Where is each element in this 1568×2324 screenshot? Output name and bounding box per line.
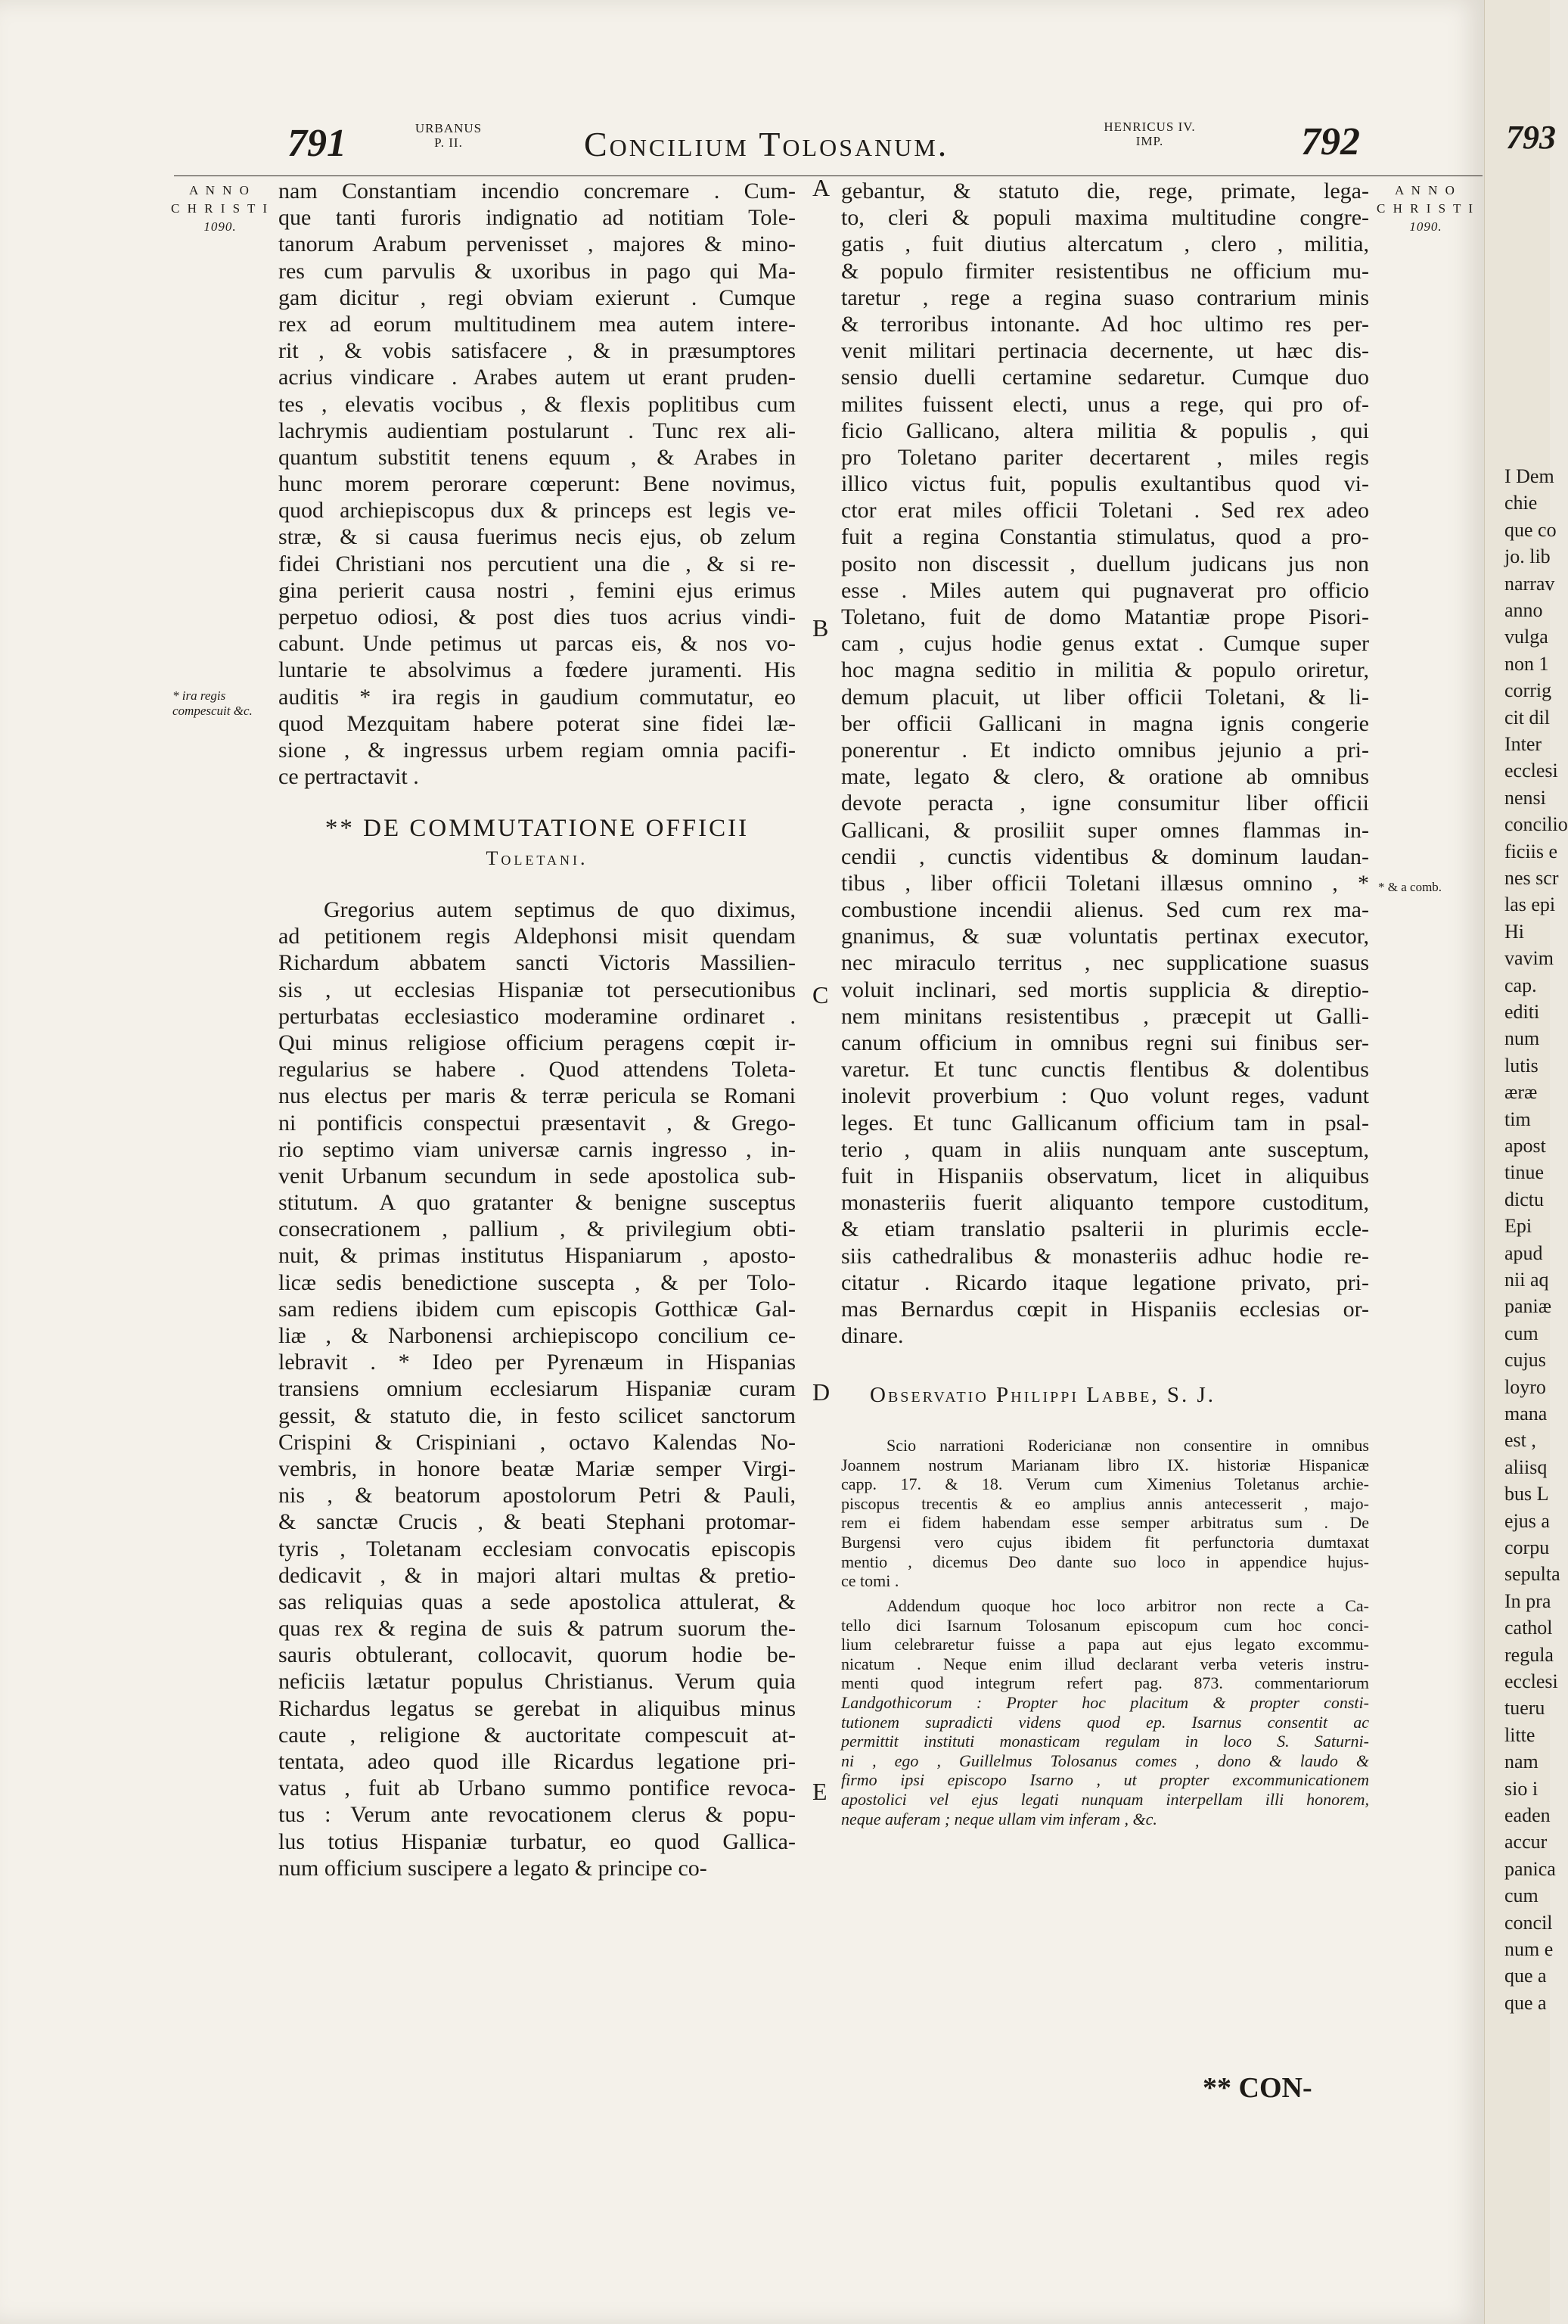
next-page-line: tim xyxy=(1504,1108,1531,1130)
next-page-line: num xyxy=(1504,1027,1540,1050)
text-line: perturbatas ecclesiastico moderamine ordinaret . xyxy=(278,1003,796,1029)
next-page-line: chie xyxy=(1504,492,1538,514)
text-line: nec miraculo territus , nec supplicatione suasus xyxy=(841,950,1369,976)
next-page-line: est , xyxy=(1504,1429,1536,1452)
running-head-emperor xyxy=(1089,120,1210,148)
next-page-line: vulga xyxy=(1504,626,1548,648)
text-line: gam dicitur , regi obviam exierunt . Cumque xyxy=(278,284,796,310)
text-line: ni pontificis conspectui præsentavit , & Grego- xyxy=(278,1110,796,1136)
year-label: 1090. xyxy=(203,219,237,234)
next-page-line: aliisq xyxy=(1504,1456,1548,1478)
text-line: combustione incendii alienus. Sed cum rex ma- xyxy=(841,897,1369,923)
text-line: hunc morem perorare cœperunt: Bene novimus, xyxy=(278,471,796,497)
text-line: esse . Miles autem qui pugnaverat pro officio xyxy=(841,577,1369,603)
next-page-line: paniæ xyxy=(1504,1295,1552,1318)
text-line: sensio duelli certamine sedaretur. Cumque duo xyxy=(841,365,1369,390)
next-page-line: sio i xyxy=(1504,1777,1539,1800)
text-line: Burgensi vero cujus ibidem fit perfunctoria dumtaxat xyxy=(841,1532,1369,1552)
next-page-line: cum xyxy=(1504,1884,1539,1907)
text-line: & populo firmiter resistentibus ne officium mu- xyxy=(841,258,1369,284)
next-page-line: nam xyxy=(1504,1751,1539,1773)
next-page-line: vavim xyxy=(1504,947,1554,970)
text-line: liæ , & Narbonensi archiepiscopo concilium ce- xyxy=(278,1323,796,1348)
section-letter-d: D xyxy=(812,1378,831,1406)
text-line: gebantur, & statuto die, rege, primate, lega- xyxy=(841,179,1369,204)
next-page-line: tinue xyxy=(1504,1161,1544,1184)
text-line: consecrationem , pallium , & privilegium obti- xyxy=(278,1216,796,1242)
text-line: siis cathedralibus & monasteriis adhuc hodie re- xyxy=(841,1243,1369,1269)
text-line: luntarie te absolvimus a fœdere juramenti. His xyxy=(278,657,796,683)
section-letter-c: C xyxy=(812,981,829,1008)
text-line: cam , cujus hodie genus extat . Cumque super xyxy=(841,631,1369,657)
text-line: quod archiepiscopus dux & princeps est legis ve- xyxy=(278,498,796,524)
text-line: quantum substitit tenens equum , & Arabes in xyxy=(278,444,796,470)
text-line: inolevit proverbium : Quo volunt reges, vadunt xyxy=(841,1083,1369,1109)
observation-note-2 xyxy=(841,1596,1369,1828)
text-line: & terroribus intonante. Ad hoc ultimo res per- xyxy=(841,311,1369,337)
text-line: dinare. xyxy=(841,1323,904,1349)
next-page-line: cit dil xyxy=(1504,706,1550,729)
next-page-line: sepulta xyxy=(1504,1563,1560,1586)
catchword: ** CON- xyxy=(1203,2072,1312,2104)
next-page-line: cap. xyxy=(1504,974,1537,996)
text-line: perpetuo odiosi, & post dies tuos acrius vindi- xyxy=(278,604,796,629)
text-line: Scio narrationi Rodericianæ non consentire in omnibus xyxy=(886,1436,1369,1455)
next-page-line: corpu xyxy=(1504,1536,1550,1558)
text-line: Crispini & Crispiniani , octavo Kalendas No- xyxy=(278,1429,796,1455)
text-line: Qui minus religiose officium peragens cœpit ir- xyxy=(278,1030,796,1055)
text-line: ce tomi . xyxy=(841,1571,899,1591)
text-line: lium celebraretur fuisse a papa aut ejus legato excommu- xyxy=(841,1635,1369,1654)
text-line: cabunt. Unde petimus ut parcas eis, & nos vo- xyxy=(278,631,796,657)
text-line: piscopus trecentis & eo amplius annis antecesserit , majo- xyxy=(841,1493,1369,1513)
text-line: ctor erat miles officii Toletani . Sed rex adeo xyxy=(841,498,1369,524)
christi-label-right: C H R I S T I xyxy=(1377,201,1476,216)
text-line: ponerentur . Et indicto omnibus jejunio a pri- xyxy=(841,737,1369,763)
text-line: milites fuissent electi, unus a rege, qui pro of- xyxy=(841,391,1369,417)
next-page-line: dictu xyxy=(1504,1188,1544,1210)
text-line: Gallicani, & prosiliit super omnes flammas in- xyxy=(841,817,1369,843)
text-line: capp. 17. & 18. Verum cum Ximenius Toletanus archie- xyxy=(841,1474,1369,1494)
text-line: vatus , fuit ab Urbano summo pontifice revoca- xyxy=(278,1776,796,1801)
next-page-line: concilio xyxy=(1504,813,1568,836)
next-page-line: narrav xyxy=(1504,572,1555,595)
text-line: rit , & vobis satisfacere , & in præsumptores xyxy=(278,338,796,364)
text-line: sis , ut ecclesias Hispaniæ tot persecutionibus xyxy=(278,977,796,1002)
next-page-line: las epi xyxy=(1504,893,1556,916)
next-page-line: editi xyxy=(1504,1001,1540,1023)
next-page-line: lutis xyxy=(1504,1054,1539,1077)
next-page-line: anno xyxy=(1504,599,1543,621)
text-line: fuit a regina Constantia stimulatus, quod a pro- xyxy=(841,524,1369,550)
section-heading xyxy=(278,813,796,874)
pope-name: URBANUS xyxy=(415,121,483,135)
text-line: Addendum quoque hoc loco arbitror non recte a Ca- xyxy=(886,1596,1369,1615)
text-line: & sanctæ Crucis , & beati Stephani protomar- xyxy=(278,1509,796,1535)
text-line: tentata, adeo quod ille Ricardus legatione pri- xyxy=(278,1749,796,1774)
next-page-line: que a xyxy=(1504,1965,1547,1987)
text-line: ad petitionem regis Aldephonsi misit quendam xyxy=(278,924,796,949)
text-line: nuit, & primas institutus Hispaniarum , aposto- xyxy=(278,1243,796,1269)
text-line: vembris, in honore beatæ Mariæ semper Virgi- xyxy=(278,1456,796,1481)
next-page-line: I Dem xyxy=(1504,465,1554,487)
text-line: nam Constantiam incendio concremare . Cum- xyxy=(278,179,796,204)
text-line: apostolici vel ejus legati nunquam interpellam illi honorem, xyxy=(841,1789,1369,1809)
text-line: & etiam translatio psalterii in plurimis eccle- xyxy=(841,1216,1369,1242)
next-page-line: jo. lib xyxy=(1504,545,1551,568)
text-line: auditis * ira regis in gaudium commutatur, eo xyxy=(278,684,796,710)
text-line: rio septimo viam universæ carnis ingresso , in- xyxy=(278,1136,796,1162)
text-line: permittit instituti monasticam regulam in loco S. Saturni- xyxy=(841,1732,1369,1751)
text-line: taretur , rege a regina suaso contrarium minis xyxy=(841,284,1369,310)
next-page-line: que co xyxy=(1504,518,1557,541)
text-line: lachrymis audientiam postularunt . Tunc rex ali- xyxy=(278,418,796,443)
text-line: Joannem nostrum Marianam libro IX. historiæ Hispanicæ xyxy=(841,1455,1369,1474)
next-page-line: non 1 xyxy=(1504,652,1549,675)
next-page-edge xyxy=(1484,0,1568,2324)
next-page-line: Epi xyxy=(1504,1215,1532,1238)
text-line: regularius se habere . Quod attendens Toleta- xyxy=(278,1057,796,1083)
text-line: nus electus per maris & terræ pericula se Romani xyxy=(278,1083,796,1109)
christi-label: C H R I S T I xyxy=(171,201,270,216)
text-line: lebravit . * Ideo per Pyrenæum in Hispanias xyxy=(278,1350,796,1375)
text-line: sas reliquias quas a sede apostolica attulerat, & xyxy=(278,1589,796,1614)
year-margin-left xyxy=(171,182,269,236)
margin-note-right: * & a comb. xyxy=(1378,880,1442,894)
next-page-line: apud xyxy=(1504,1241,1543,1264)
emperor-title: IMP. xyxy=(1135,134,1164,148)
text-line: fidei Christiani nos percutient una die , & si re- xyxy=(278,551,796,576)
year-label-right: 1090. xyxy=(1409,219,1442,234)
next-page-line: ecclesi xyxy=(1504,760,1558,782)
text-line: stitutum. A quo gratanter & benigne susceptus xyxy=(278,1190,796,1216)
next-page-number: 793 xyxy=(1506,119,1556,156)
text-line: demum placuit, ut liber officii Toletani, & li- xyxy=(841,684,1369,710)
text-line: citatur . Ricardo itaque legatione privato, pri- xyxy=(841,1269,1369,1295)
page-title: Concilium Tolosanum. xyxy=(584,125,949,163)
text-line: sione , & ingressus urbem regiam omnia pacifi- xyxy=(278,737,796,763)
section-letter-a: A xyxy=(812,174,831,201)
next-page-line: nes scr xyxy=(1504,867,1559,889)
text-line: tello dici Isarnum Tolosanum episcopum cum hoc conci- xyxy=(841,1615,1369,1635)
left-column-paragraph-2 xyxy=(278,896,796,1881)
text-line: neque auferam ; neque ullam vim inferam , &c. xyxy=(841,1809,1157,1828)
text-line: sauris obtulerant, collocavit, quorum hodie be- xyxy=(278,1642,796,1668)
next-page-line: panica xyxy=(1504,1857,1556,1880)
text-line: tus : Verum ante revocationem clerus & popu- xyxy=(278,1802,796,1828)
next-page-line: mana xyxy=(1504,1403,1548,1425)
section-title: ** DE COMMUTATIONE OFFICII xyxy=(324,815,750,842)
pope-number: P. II. xyxy=(434,135,463,150)
next-page-line: Inter xyxy=(1504,733,1542,755)
text-line: lus totius Hispaniæ turbatur, eo quod Gallica- xyxy=(278,1828,796,1854)
section-subtitle: Toletani. xyxy=(486,847,588,869)
text-line: caute , religione & auctoritate compescuit at- xyxy=(278,1722,796,1748)
text-line: fuit in Hispaniis observatum, licet in aliquibus xyxy=(841,1163,1369,1188)
text-line: ber officii Gallicani in magna ignis congerie xyxy=(841,710,1369,736)
text-line: cendii , cunctis videntibus & dominum laudan- xyxy=(841,844,1369,869)
text-line: nis , & beatorum apostolorum Petri & Pauli, xyxy=(278,1483,796,1508)
next-page-line: apost xyxy=(1504,1135,1546,1157)
text-line: illico victus fuit, populis exultantibus quod vi- xyxy=(841,471,1369,497)
text-line: ce pertractavit . xyxy=(278,764,419,790)
text-line: transiens omnium ecclesiarum Hispaniæ curam xyxy=(278,1376,796,1402)
observation-note-1 xyxy=(841,1436,1369,1591)
next-page-line: ejus a xyxy=(1504,1509,1550,1532)
observation-heading: Observatio Philippi Labbe, S. J. xyxy=(870,1383,1216,1407)
next-page-line: que a xyxy=(1504,1991,1547,2014)
next-page-line: nii aq xyxy=(1504,1269,1549,1291)
next-page-line: nensi xyxy=(1504,786,1546,809)
text-line: gessit, & statuto die, in festo scilicet sanctorum xyxy=(278,1403,796,1428)
text-line: gatis , fuit diutius altercatum , clero , militia, xyxy=(841,231,1369,257)
text-line: tutionem supradicti videns quod ep. Isarnus consentit ac xyxy=(841,1712,1369,1732)
text-line: tanorum Arabum pervenisset , majores & mino- xyxy=(278,231,796,257)
section-letter-e: E xyxy=(812,1778,827,1805)
text-line: canum officium in omnibus regni sui finibus ser- xyxy=(841,1030,1369,1055)
text-line: quas rex & regina de suis & patrum suorum the- xyxy=(278,1616,796,1642)
text-line: gina perierit causa nostri , femini ejus erimus xyxy=(278,577,796,603)
text-line: devote peracta , igne consumitur liber officii xyxy=(841,791,1369,816)
text-line: Richardum abbatem sancti Victoris Massilien- xyxy=(278,950,796,976)
anno-label-right: A N N O xyxy=(1395,183,1457,197)
next-page-line: cum xyxy=(1504,1322,1539,1344)
text-line: firmo ipsi episcopo Isarno , ut propter excommunicationem xyxy=(841,1770,1369,1790)
text-line: rex ad eorum multitudinem mea autem intere- xyxy=(278,311,796,337)
text-line: voluit inclinari, sed mortis supplicia & direptio- xyxy=(841,977,1369,1002)
next-page-line: num e xyxy=(1504,1938,1554,1960)
text-line: tes , elevatis vocibus , & flexis poplitibus cum xyxy=(278,391,796,417)
next-page-line: tueru xyxy=(1504,1697,1545,1720)
text-line: stræ, & si causa fuerimus necis ejus, ob zelum xyxy=(278,524,796,550)
text-line: res cum parvulis & uxoribus in pago qui Ma- xyxy=(278,258,796,284)
text-line: Gregorius autem septimus de quo diximus, xyxy=(324,897,796,922)
text-line: mentio , dicemus Deo dante suo loco in appendice hujus- xyxy=(841,1552,1369,1571)
text-line: ficio Gallicano, altera militia & populis , qui xyxy=(841,418,1369,443)
next-page-line: cujus xyxy=(1504,1349,1546,1372)
margin-note-left: * ira regis compescuit &c. xyxy=(172,688,253,718)
text-line: tibus , liber officii Toletani illæsus omnino , * xyxy=(841,870,1369,896)
page-number-left: 791 xyxy=(287,122,346,165)
next-page-line: loyro xyxy=(1504,1375,1546,1398)
next-page-line: ficiis e xyxy=(1504,840,1558,862)
next-page-line: accur xyxy=(1504,1831,1548,1853)
text-line: to, cleri & populi maxima multitudine congre- xyxy=(841,205,1369,231)
text-line: sam rediens ibidem cum episcopis Gotthicæ Gal- xyxy=(278,1296,796,1322)
left-column-paragraph-1 xyxy=(278,178,796,790)
section-letter-b: B xyxy=(812,614,829,642)
running-head-pope xyxy=(415,121,483,150)
text-line: varetur. Et tunc cunctis flentibus & dolentibus xyxy=(841,1057,1369,1083)
next-page-line: Hi xyxy=(1504,920,1524,943)
next-page-line: corrig xyxy=(1504,679,1552,702)
text-line: Richardus legatus se gerebat in aliquibus minus xyxy=(278,1695,796,1721)
text-line: licæ sedis benedictione suscepta , & per Tolo- xyxy=(278,1269,796,1295)
next-page-line: concil xyxy=(1504,1911,1553,1934)
text-line: menti quod integrum refert pag. 873. commentariorum xyxy=(841,1673,1369,1693)
text-line: rem ei fidem habendam esse semper arbitratus sum . De xyxy=(841,1513,1369,1533)
text-line: que tanti furoris indignatio ad notitiam Tole- xyxy=(278,205,796,231)
next-page-line: æræ xyxy=(1504,1081,1538,1104)
anno-label: A N N O xyxy=(189,183,251,197)
text-line: Toletano, fuit de domo Matantiæ prope Pisori- xyxy=(841,604,1369,629)
text-line: Landgothicorum : Propter hoc placitum & propter consti- xyxy=(841,1692,1369,1712)
next-page-line: ecclesi xyxy=(1504,1670,1558,1692)
text-line: leges. Et tunc Gallicanum officium tam in psal- xyxy=(841,1110,1369,1136)
next-page-line: eaden xyxy=(1504,1804,1551,1826)
text-line: hoc magna seditio in militia & populo oriretur, xyxy=(841,657,1369,683)
text-line: venit militari pertinacia decernente, ut hæc dis- xyxy=(841,338,1369,364)
emperor-name: HENRICUS IV. xyxy=(1104,120,1196,134)
page-number-right: 792 xyxy=(1301,120,1360,163)
text-line: quod Mezquitam habere poterat sine fidei læ- xyxy=(278,710,796,736)
text-line: posito non discessit , duellum judicans jus non xyxy=(841,551,1369,576)
right-column-paragraph-1 xyxy=(841,178,1369,1349)
next-page-line: litte xyxy=(1504,1723,1535,1746)
text-line: monasteriis fuerit aliquanto tempore custoditum, xyxy=(841,1190,1369,1216)
text-line: dedicavit , & in majori altari multas & pretio- xyxy=(278,1562,796,1588)
text-line: acrius vindicare . Arabes autem ut erant pruden- xyxy=(278,365,796,390)
text-line: venit Urbanum secundum in sede apostolica sub- xyxy=(278,1163,796,1188)
next-page-line: regula xyxy=(1504,1643,1554,1666)
text-line: nicatum . Neque enim illud declarant verba veteris instru- xyxy=(841,1654,1369,1673)
text-line: nem minitans resistentibus , præcepit ut Galli- xyxy=(841,1003,1369,1029)
text-line: num officium suscipere a legato & principe co- xyxy=(278,1855,707,1881)
next-page-line: In pra xyxy=(1504,1589,1551,1612)
next-page-line: cathol xyxy=(1504,1617,1553,1639)
text-line: neficiis lætatur populus Christianus. Verum quia xyxy=(278,1669,796,1695)
text-line: pro Toletano pariter decertarent , miles regis xyxy=(841,444,1369,470)
next-page-line: bus L xyxy=(1504,1483,1549,1505)
text-line: ni , ego , Guillelmus Tolosanus comes , dono & laudo & xyxy=(841,1751,1369,1770)
text-line: mate, legato & clero, & oratione ab omnibus xyxy=(841,764,1369,790)
text-line: gnanimus, & suæ voluntatis pertinax executor, xyxy=(841,924,1369,949)
text-line: tyris , Toletanam ecclesiam convocatis episcopis xyxy=(278,1536,796,1561)
year-margin-right xyxy=(1377,182,1475,236)
text-line: mas Bernardus cœpit in Hispaniis ecclesias or- xyxy=(841,1296,1369,1322)
text-line: terio , quam in aliis nunquam ante susceptum, xyxy=(841,1136,1369,1162)
